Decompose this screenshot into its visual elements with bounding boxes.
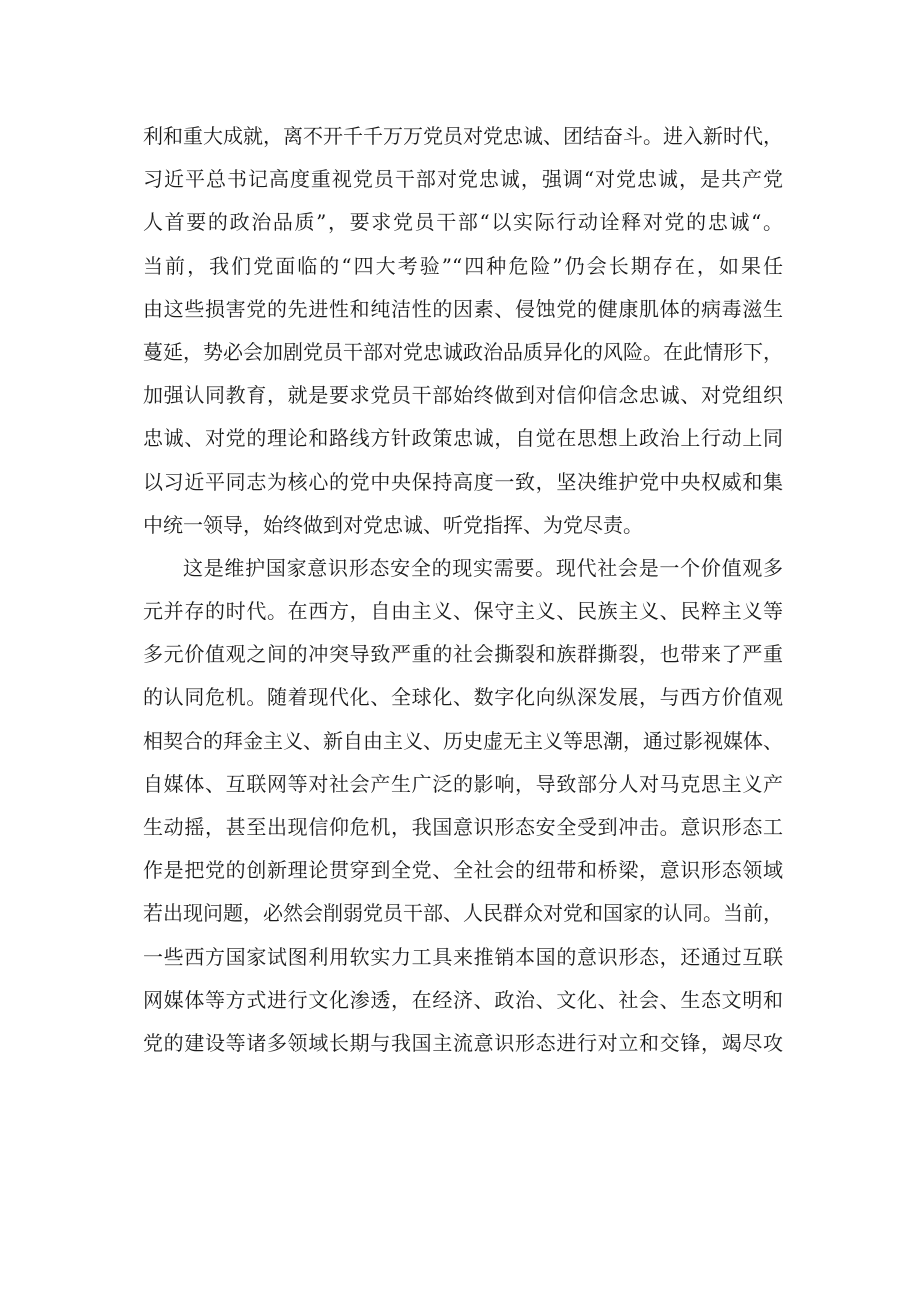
text-line: 网媒体等方式进行文化渗透，在经济、政治、文化、社会、生态文明和	[143, 987, 783, 1012]
text-line: 这是维护国家意识形态安全的现实需要。现代社会是一个价值观多	[183, 555, 783, 580]
text-line: 的认同危机。随着现代化、全球化、数字化向纵深发展，与西方价值观	[143, 685, 783, 710]
text-line: 利和重大成就，离不开千千万万党员对党忠诚、团结奋斗。进入新时代，	[143, 124, 783, 148]
text-line: 加强认同教育，就是要求党员干部始终做到对信仰信念忠诚、对党组织	[143, 383, 783, 408]
text-line: 若出现问题，必然会削弱党员干部、人民群众对党和国家的认同。当前，	[143, 901, 783, 926]
text-line: 人首要的政治品质”，要求党员干部“以实际行动诠释对党的忠诚“。	[143, 210, 783, 235]
document-body	[143, 115, 783, 1065]
text-line: 当前，我们党面临的“四大考验”“四种危险”仍会长期存在，如果任	[143, 253, 783, 278]
text-line: 元并存的时代。在西方，自由主义、保守主义、民族主义、民粹主义等	[143, 599, 783, 624]
text-line: 党的建设等诸多领域长期与我国主流意识形态进行对立和交锋，竭尽攻	[143, 1030, 783, 1055]
text-line: 相契合的拜金主义、新自由主义、历史虚无主义等思潮，通过影视媒体、	[143, 728, 783, 753]
text-line: 自媒体、互联网等对社会产生广泛的影响，导致部分人对马克思主义产	[143, 771, 783, 796]
text-line: 忠诚、对党的理论和路线方针政策忠诚，自觉在思想上政治上行动上同	[143, 426, 783, 451]
text-line: 一些西方国家试图利用软实力工具来推销本国的意识形态，还通过互联	[143, 944, 783, 969]
paragraph-1	[143, 115, 783, 547]
text-line: 由这些损害党的先进性和纯洁性的因素、侵蚀党的健康肌体的病毒滋生	[143, 296, 783, 321]
text-line: 以习近平同志为核心的党中央保持高度一致，坚决维护党中央权威和集	[143, 469, 783, 494]
text-line: 蔓延，势必会加剧党员干部对党忠诚政治品质异化的风险。在此情形下，	[143, 339, 783, 364]
text-line: 中统一领导，始终做到对党忠诚、听党指挥、为党尽责。	[143, 512, 643, 537]
text-line: 习近平总书记高度重视党员干部对党忠诚，强调“对党忠诚，是共产党	[143, 167, 783, 192]
paragraph-2	[143, 547, 783, 1065]
text-line: 多元价值观之间的冲突导致严重的社会撕裂和族群撕裂，也带来了严重	[143, 642, 783, 667]
text-line: 作是把党的创新理论贯穿到全党、全社会的纽带和桥梁，意识形态领域	[143, 858, 783, 883]
text-line: 生动摇，甚至出现信仰危机，我国意识形态安全受到冲击。意识形态工	[143, 815, 783, 839]
